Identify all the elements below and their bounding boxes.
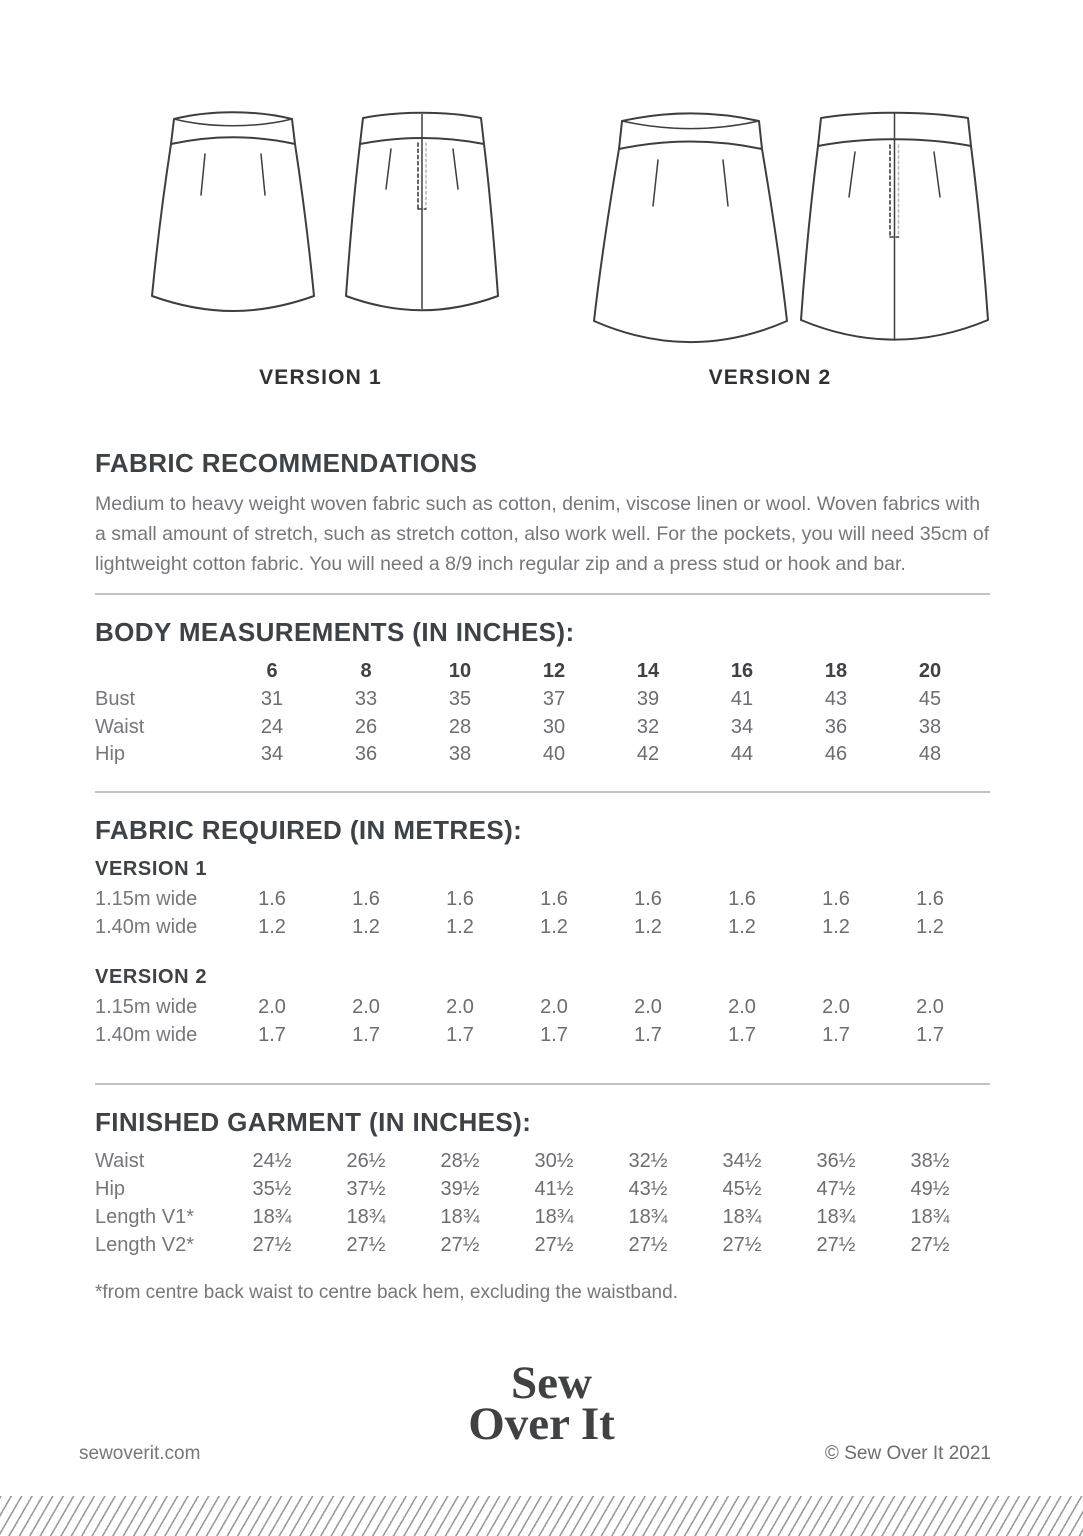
table-row <box>95 741 977 769</box>
row-label: 1.40m wide <box>95 915 198 938</box>
table-cell: 27½ <box>440 1233 480 1256</box>
version1-back-skirt-drawing <box>343 105 501 323</box>
table-row <box>95 914 977 942</box>
table-cell: 1.7 <box>728 1023 756 1046</box>
row-label: 1.15m wide <box>95 888 198 911</box>
diagonal-stripe-border <box>0 1496 1083 1536</box>
table-cell: 1.7 <box>352 1023 380 1046</box>
fabric-recommendations-text: Medium to heavy weight woven fabric such as cotton, denim, viscose linen or wool. Woven fabrics with a small amount of stretch, such as stretch cotton, also work well. For the pockets, you will need 35cm of lightweight cotton fabric. You will need a 8/9 inch regular zip and a press stud or hook and bar. <box>95 493 990 575</box>
row-label: Hip <box>95 1178 126 1201</box>
table-cell: 1.2 <box>446 915 474 938</box>
table-cell: 31 <box>260 687 284 710</box>
table-cell: 18¾ <box>722 1205 762 1228</box>
table-cell: 1.7 <box>258 1023 286 1046</box>
row-label: Length V2* <box>95 1233 194 1256</box>
section-divider <box>95 593 990 595</box>
table-cell: 34 <box>730 715 754 738</box>
table-cell: 42 <box>636 743 660 766</box>
table-cell: 28½ <box>440 1150 480 1173</box>
table-cell: 27½ <box>722 1233 762 1256</box>
table-cell: 46 <box>824 743 848 766</box>
table-row <box>95 686 977 714</box>
table-row <box>95 886 977 914</box>
table-row <box>95 1022 977 1050</box>
row-label: 1.40m wide <box>95 1023 198 1046</box>
table-cell: 43½ <box>628 1178 668 1201</box>
table-cell: 18¾ <box>534 1205 574 1228</box>
table-cell: 1.2 <box>540 915 568 938</box>
table-cell: 38 <box>918 715 942 738</box>
row-label: 1.15m wide <box>95 995 198 1018</box>
table-cell: 44 <box>730 743 754 766</box>
table-cell: 14 <box>636 660 660 682</box>
table-cell: 45½ <box>722 1178 762 1201</box>
table-cell: 38 <box>448 743 472 766</box>
version1-front-skirt-drawing <box>148 103 318 323</box>
finished-garment-table <box>95 1148 990 1259</box>
table-cell: 33 <box>354 687 378 710</box>
table-cell: 1.2 <box>822 915 850 938</box>
table-cell: 18 <box>824 660 848 682</box>
table-cell: 24½ <box>252 1150 292 1173</box>
row-label: Bust <box>95 687 136 710</box>
fabric-required-heading: FABRIC REQUIRED (IN METRES): <box>95 815 523 846</box>
size-header-row <box>95 658 977 686</box>
version2-label: VERSION 2 <box>708 366 832 389</box>
table-cell: 27½ <box>346 1233 386 1256</box>
table-cell: 18¾ <box>628 1205 668 1228</box>
table-cell: 1.6 <box>822 888 850 911</box>
table-cell: 1.6 <box>728 888 756 911</box>
table-cell: 1.7 <box>916 1023 944 1046</box>
table-cell: 1.7 <box>822 1023 850 1046</box>
table-cell: 24 <box>260 715 284 738</box>
table-cell: 2.0 <box>540 995 568 1018</box>
row-label: Hip <box>95 743 126 766</box>
table-cell: 37½ <box>346 1178 386 1201</box>
table-cell: 1.2 <box>728 915 756 938</box>
version2-back-skirt-drawing <box>797 105 992 355</box>
table-cell: 39 <box>636 687 660 710</box>
table-cell: 48 <box>918 743 942 766</box>
version1-label: VERSION 1 <box>259 366 382 389</box>
version2-front-skirt-drawing <box>588 105 793 355</box>
table-cell: 30½ <box>534 1150 574 1173</box>
table-cell: 34 <box>260 743 284 766</box>
table-cell: 18¾ <box>816 1205 856 1228</box>
table-cell: 2.0 <box>258 995 286 1018</box>
row-label: Length V1* <box>95 1205 194 1228</box>
table-cell: 27½ <box>628 1233 668 1256</box>
table-cell: 41½ <box>534 1178 574 1201</box>
table-cell: 40 <box>542 743 566 766</box>
table-cell: 18¾ <box>252 1205 292 1228</box>
table-cell: 35 <box>448 687 472 710</box>
fabric-required-version2-subheading: VERSION 2 <box>95 965 208 988</box>
table-cell: 1.2 <box>916 915 944 938</box>
table-cell: 2.0 <box>728 995 756 1018</box>
table-cell: 49½ <box>910 1178 950 1201</box>
table-cell: 28 <box>448 715 472 738</box>
table-cell: 45 <box>918 687 942 710</box>
table-cell: 41 <box>730 687 754 710</box>
copyright-notice: © Sew Over It 2021 <box>824 1443 991 1464</box>
table-cell: 26 <box>354 715 378 738</box>
table-cell: 1.6 <box>540 888 568 911</box>
table-cell: 1.6 <box>258 888 286 911</box>
table-row <box>95 1204 977 1232</box>
table-cell: 1.6 <box>634 888 662 911</box>
row-label <box>95 658 225 686</box>
table-cell: 34½ <box>722 1150 762 1173</box>
table-cell: 1.7 <box>540 1023 568 1046</box>
table-cell: 27½ <box>252 1233 292 1256</box>
table-cell: 27½ <box>910 1233 950 1256</box>
row-label: Waist <box>95 1150 145 1173</box>
table-cell: 35½ <box>252 1178 292 1201</box>
table-cell: 1.2 <box>258 915 286 938</box>
table-row <box>95 994 977 1022</box>
table-cell: 26½ <box>346 1150 386 1173</box>
table-cell: 43 <box>824 687 848 710</box>
table-cell: 8 <box>360 660 372 682</box>
table-cell: 38½ <box>910 1150 950 1173</box>
table-cell: 32 <box>636 715 660 738</box>
table-cell: 6 <box>266 660 278 682</box>
fabric-recommendations-heading: FABRIC RECOMMENDATIONS <box>95 448 478 478</box>
table-cell: 1.2 <box>352 915 380 938</box>
row-label: Waist <box>95 715 145 738</box>
content-column <box>95 448 990 1304</box>
table-cell: 32½ <box>628 1150 668 1173</box>
table-cell: 1.7 <box>634 1023 662 1046</box>
table-cell: 16 <box>730 660 754 682</box>
table-cell: 36 <box>354 743 378 766</box>
table-cell: 18¾ <box>346 1205 386 1228</box>
table-cell: 30 <box>542 715 566 738</box>
table-cell: 36 <box>824 715 848 738</box>
table-cell: 12 <box>542 660 566 682</box>
table-row <box>95 1148 977 1176</box>
table-cell: 18¾ <box>440 1205 480 1228</box>
table-cell: 2.0 <box>352 995 380 1018</box>
table-cell: 27½ <box>816 1233 856 1256</box>
table-cell: 27½ <box>534 1233 574 1256</box>
table-cell: 2.0 <box>916 995 944 1018</box>
logo-words-over-it: Over It <box>468 1398 615 1451</box>
table-cell: 2.0 <box>446 995 474 1018</box>
table-cell: 1.7 <box>446 1023 474 1046</box>
finished-garment-heading: FINISHED GARMENT (IN INCHES): <box>95 1107 532 1138</box>
table-cell: 20 <box>918 660 942 682</box>
table-cell: 1.6 <box>352 888 380 911</box>
table-cell: 2.0 <box>822 995 850 1018</box>
table-cell: 1.6 <box>916 888 944 911</box>
table-cell: 1.2 <box>634 915 662 938</box>
table-cell: 10 <box>448 660 472 682</box>
logo-word-sew: Sew <box>511 1357 592 1409</box>
table-row <box>95 714 977 742</box>
table-cell: 47½ <box>816 1178 856 1201</box>
section-divider <box>95 1083 990 1085</box>
section-divider <box>95 791 990 793</box>
sew-over-it-logo <box>0 1357 1083 1451</box>
website-url: sewoverit.com <box>79 1443 201 1464</box>
table-cell: 36½ <box>816 1150 856 1173</box>
length-footnote: *from centre back waist to centre back hem, excluding the waistband. <box>95 1281 678 1303</box>
body-measurements-heading: BODY MEASUREMENTS (IN INCHES): <box>95 617 575 647</box>
table-cell: 39½ <box>440 1178 480 1201</box>
fabric-required-version1-subheading: VERSION 1 <box>95 858 208 881</box>
table-row <box>95 1176 977 1204</box>
table-cell: 37 <box>542 687 566 710</box>
table-cell: 1.6 <box>446 888 474 911</box>
table-cell: 18¾ <box>910 1205 950 1228</box>
table-row <box>95 1232 977 1260</box>
table-cell: 2.0 <box>634 995 662 1018</box>
